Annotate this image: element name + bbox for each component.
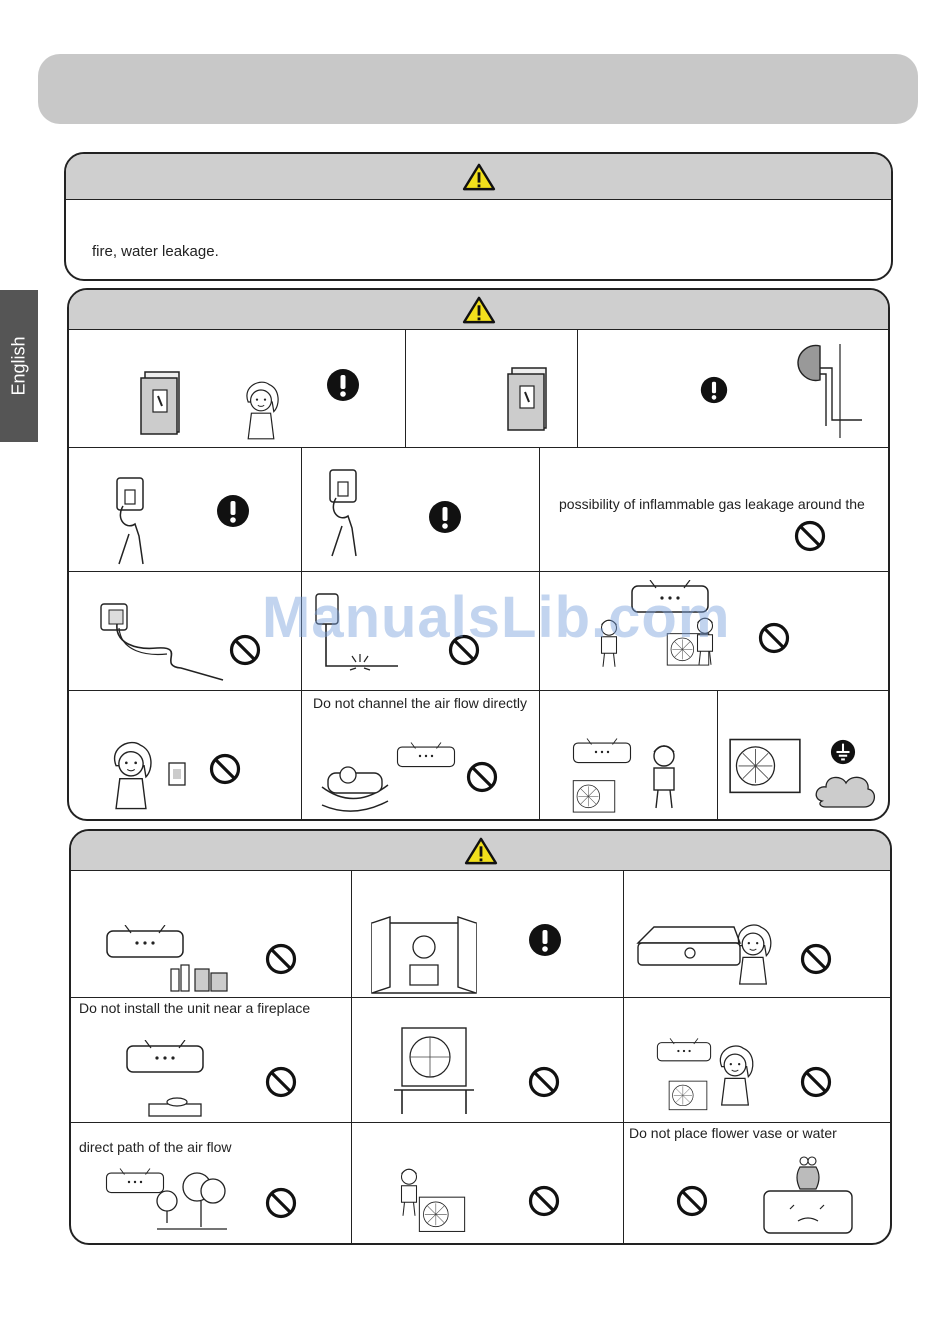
plug-hand-illustration [326,468,366,558]
cloud-illustration [812,771,878,813]
page-header-banner [38,54,918,124]
language-tab[interactable] [0,290,38,442]
ground-icon [830,739,856,765]
prohibited-icon [265,1066,297,1098]
circuit-breaker-illustration [139,370,183,436]
baby-cradle-illustration [318,761,392,815]
outlet-illustration [167,761,189,791]
prohibited-icon [209,753,241,785]
plants-illustration [155,1171,229,1231]
circuit-breaker-illustration [506,364,550,434]
power-cord-illustration [97,594,227,684]
prohibited-icon [794,520,826,552]
caution-cell-fireplace [71,998,352,1123]
stove-illustration [147,1096,203,1118]
outdoor-unit-illustration [572,777,616,817]
technician-illustration [644,735,684,815]
warning-cell-air-flow [302,691,540,821]
window-illustration [366,915,482,995]
gas-leak-text: possibility of inflammable gas leakage around the [559,496,865,512]
flower-vase-text: Do not place flower vase or water [629,1125,837,1141]
prohibited-icon [758,622,790,654]
mandatory-icon [700,376,728,404]
caution-cell-vase [624,1123,892,1245]
notice-text: fire, water leakage. [92,243,219,260]
fireplace-text: Do not install the unit near a fireplace [79,1000,311,1016]
caution-cell-air-path [71,1123,352,1245]
prohibited-icon [528,1066,560,1098]
warning-cell-breaker [406,330,578,448]
warning-cell-gas-leak [540,448,890,572]
girl-illustration [237,378,285,442]
wall-pipe-illustration [792,340,862,440]
language-tab-label: English [8,336,29,396]
mandatory-icon [428,500,462,534]
indoor-unit-illustration [125,1040,205,1076]
warning-cell-breaker-girl [69,330,406,448]
caution-box-header [71,831,890,871]
air-path-text: direct path of the air flow [79,1139,232,1155]
warning-cell-wet-hands [69,691,302,821]
spray-cans-illustration [167,957,231,993]
warning-cell-repair [540,691,718,821]
warning-box-header [69,290,888,330]
girl-illustration [103,737,159,813]
warning-cell-plug-1 [69,448,302,572]
warning-triangle-icon [462,163,496,191]
prohibited-icon [466,761,498,793]
outdoor-unit-illustration [668,1076,708,1116]
caution-cell-outdoor-stand [352,998,624,1123]
warning-triangle-icon [464,837,498,865]
caution-cell-sprays [71,871,352,998]
mandatory-icon [216,494,250,528]
watermark-text: ManualsLib.com [262,585,731,650]
prohibited-icon [528,1185,560,1217]
caution-cell-climbing [352,1123,624,1245]
girl-illustration [728,917,778,991]
indoor-unit-illustration [656,1038,712,1064]
prohibited-icon [265,943,297,975]
caution-cell-grille [624,871,892,998]
indoor-unit-illustration [396,741,456,771]
air-flow-text: Do not channel the air flow directly [313,695,527,711]
prohibited-icon [229,634,261,666]
mandatory-icon [528,923,562,957]
outdoor-unit-illustration [728,735,802,799]
warning-cell-plug-2 [302,448,540,572]
vase-on-unit-illustration [760,1153,856,1237]
mandatory-icon [326,368,360,402]
caution-cell-window [352,871,624,998]
caution-cell-plants [624,998,892,1123]
caution-box [69,829,892,1245]
indoor-unit-illustration [572,737,632,767]
outdoor-unit-illustration [418,1193,466,1237]
plug-hand-illustration [113,476,153,566]
prohibited-icon [800,943,832,975]
warning-triangle-icon [462,296,496,324]
warning-cell-pipe [578,330,890,448]
girl-illustration [710,1038,760,1112]
prohibited-icon [676,1185,708,1217]
warning-cell-grounding [718,691,890,821]
warning-box [67,288,890,821]
indoor-unit-illustration [105,925,185,961]
notice-box-header [66,154,891,200]
notice-box [64,152,893,281]
prohibited-icon [800,1066,832,1098]
prohibited-icon [265,1187,297,1219]
outdoor-unit-stand-illustration [392,1024,476,1116]
